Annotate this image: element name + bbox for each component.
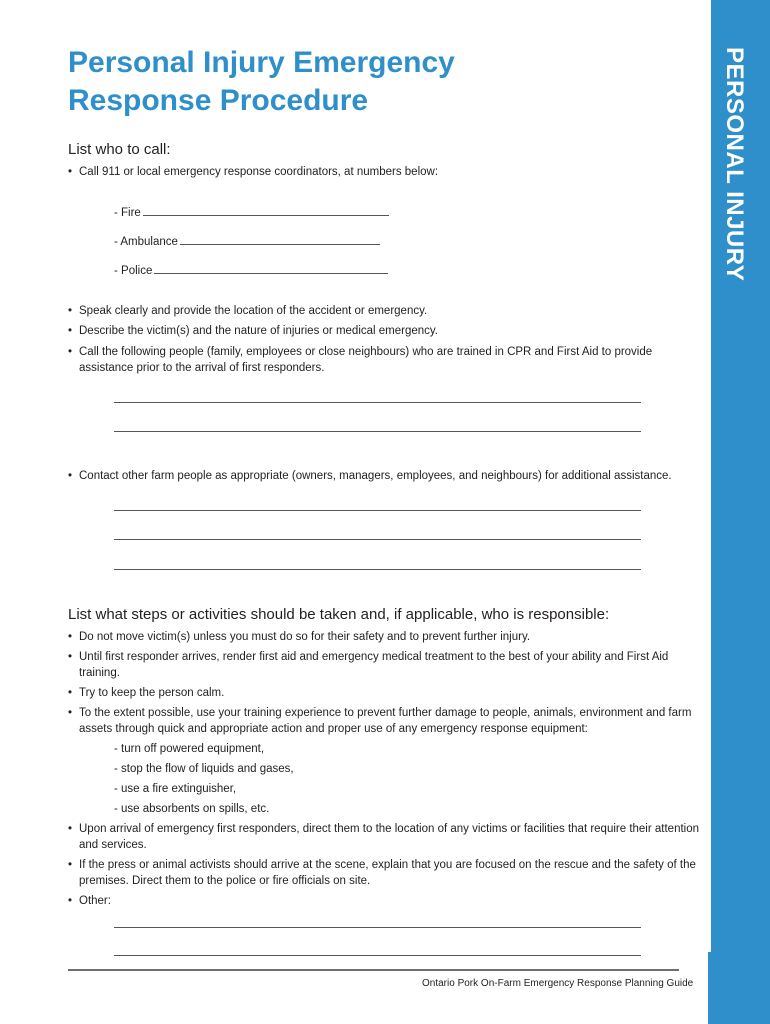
press-activists-bullet: • If the press or animal activists should arrive at the scene, explain that you are focused on the rescue and the safety of the premises. Direct them to the police or fire officials on site. <box>68 857 709 889</box>
cpr-contact-line-2[interactable] <box>114 431 641 432</box>
police-contact-label: - Police <box>114 265 153 277</box>
farm-people-line-1[interactable] <box>114 510 641 511</box>
fire-contact-label: - Fire <box>114 207 141 219</box>
sub-item-absorbents: - use absorbents on spills, etc. <box>114 803 270 815</box>
ambulance-contact-line[interactable] <box>180 233 380 245</box>
sub-item-liquids: - stop the flow of liquids and gases, <box>114 763 294 775</box>
page-title <box>68 44 455 120</box>
speak-clearly-bullet: • Speak clearly and provide the location of the accident or emergency. <box>68 303 719 319</box>
police-contact-line[interactable] <box>154 262 388 274</box>
fire-contact-field[interactable] <box>114 204 674 221</box>
sub-item-extinguisher: - use a fire extinguisher, <box>114 783 237 795</box>
cpr-contact-line-1[interactable] <box>114 402 641 403</box>
call-cpr-people-bullet: • Call the following people (family, employees or close neighbours) who are trained in CPR and First Aid to provide assistance prior to the arrival of first responders. <box>68 344 709 376</box>
section-side-tab-label: PERSONAL INJURY <box>721 47 748 282</box>
contact-farm-people-bullet: • Contact other farm people as appropriate (owners, managers, employees, and neighbours) for additional assistance. <box>68 468 719 484</box>
page-number: 75 <box>711 977 725 991</box>
other-bullet: • Other: <box>68 893 719 909</box>
page-title-line-1: Personal Injury Emergency <box>68 46 455 79</box>
steps-heading: List what steps or activities should be taken and, if applicable, who is responsible: <box>68 606 610 623</box>
prevent-damage-bullet: • To the extent possible, use your training experience to prevent further damage to people, animals, environment and farm assets through quick and appropriate action and proper use of any emergency response equipment: <box>68 705 719 737</box>
call-911-bullet: • Call 911 or local emergency response coordinators, at numbers below: <box>68 164 719 180</box>
fire-contact-line[interactable] <box>143 204 389 216</box>
first-aid-bullet: • Until first responder arrives, render first aid and emergency medical treatment to the best of your ability and First Aid training. <box>68 649 704 681</box>
farm-people-line-2[interactable] <box>114 539 641 540</box>
other-line-1[interactable] <box>114 927 641 928</box>
first-responders-bullet: • Upon arrival of emergency first responders, direct them to the location of any victims or facilities that require their attention and services. <box>68 821 709 853</box>
describe-victim-bullet: • Describe the victim(s) and the nature of injuries or medical emergency. <box>68 323 719 339</box>
sub-item-equipment: - turn off powered equipment, <box>114 743 265 755</box>
call-list-heading: List who to call: <box>68 141 171 158</box>
ambulance-contact-field[interactable] <box>114 233 674 250</box>
police-contact-field[interactable] <box>114 262 674 279</box>
other-line-2[interactable] <box>114 955 641 956</box>
footer-guide-title: Ontario Pork On-Farm Emergency Response Planning Guide <box>422 978 694 989</box>
page-title-line-2: Response Procedure <box>68 84 369 117</box>
do-not-move-bullet: • Do not move victim(s) unless you must do so for their safety and to prevent further injury. <box>68 629 719 645</box>
farm-people-line-3[interactable] <box>114 569 641 570</box>
keep-calm-bullet: • Try to keep the person calm. <box>68 685 719 701</box>
footer-rule <box>68 969 679 971</box>
ambulance-contact-label: - Ambulance <box>114 236 178 248</box>
